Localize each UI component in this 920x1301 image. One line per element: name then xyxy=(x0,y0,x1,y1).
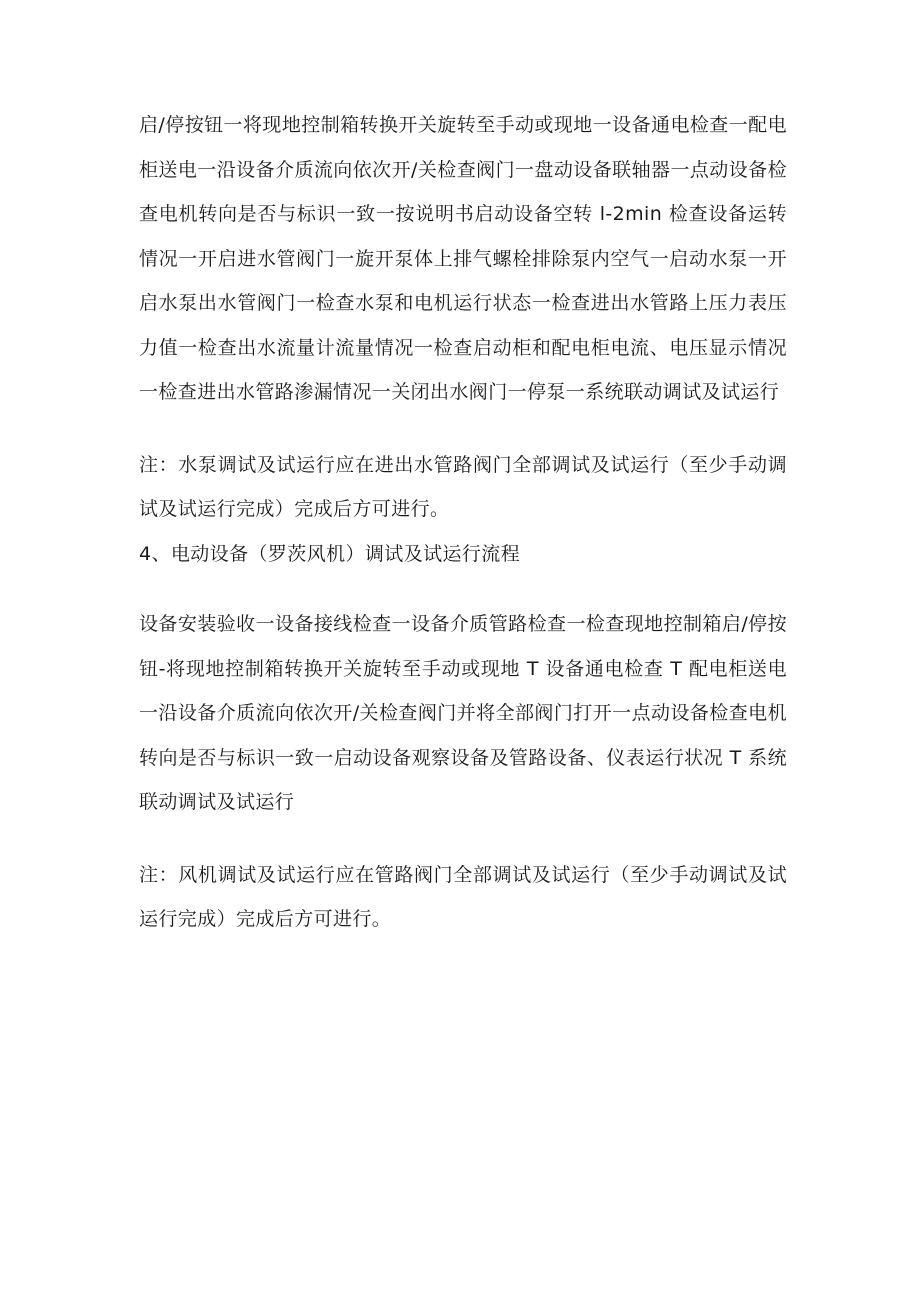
pump-note-paragraph: 注：水泵调试及试运行应在进出水管路阀门全部调试及试运行（至少手动调试及试运行完成）完成后方可进行。 xyxy=(139,453,787,520)
fan-note-paragraph: 注：风机调试及试运行应在管路阀门全部调试及试运行（至少手动调试及试运行完成）完成后方可进行。 xyxy=(139,863,787,930)
fan-flow-paragraph: 设备安装验收一设备接线检查一设备介质管路检查一检查现地控制箱启/停按钮-将现地控制箱转换开关旋转至手动或现地 T 设备通电检查 T 配电柜送电一沿设备介质流向依次开/关检查阀门并将全部阀门打开一点动设备检查电机转向是否与标识一致一启动设备观察设备及管路设备、仪表运行状况 T 系统联动调试及试运行 xyxy=(139,613,787,813)
document-body xyxy=(139,103,787,942)
section-heading-4: 4、电动设备（罗茨风机）调试及试运行流程 xyxy=(139,542,521,565)
pump-flow-paragraph: 启/停按钮一将现地控制箱转换开关旋转至手动或现地一设备通电检查一配电柜送电一沿设备介质流向依次开/关检查阀门一盘动设备联轴器一点动设备检查电机转向是否与标识一致一按说明书启动设备空转 l-2min 检查设备运转情况一开启进水管阀门一旋开泵体上排气螺栓排除泵内空气一启动水泵一开启水泵出水管阀门一检查水泵和电机运行状态一检查进出水管路上压力表压力值一检查出水流量计流量情况一检查启动柜和配电柜电流、电压显示情况一检查进出水管路渗漏情况一关闭出水阀门一停泵一系统联动调试及试运行 xyxy=(139,114,787,403)
